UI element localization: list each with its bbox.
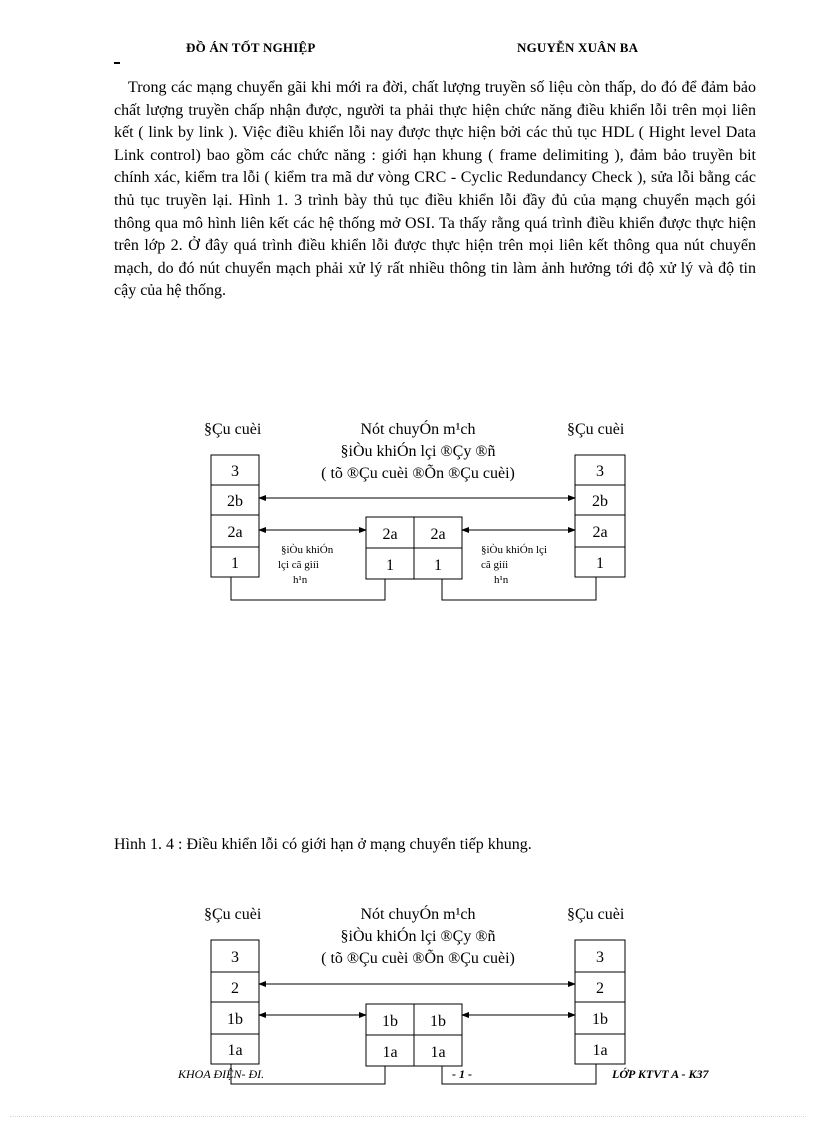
d1-note-left: §iÒu khiÓn bbox=[281, 544, 334, 556]
d1-physical-link-right bbox=[442, 577, 596, 600]
d2-right-layer: 3 bbox=[596, 949, 604, 966]
d1-title-2: §iÒu khiÓn lçi ®Çy ®ñ bbox=[340, 443, 496, 460]
page-number: - 1 - bbox=[452, 1067, 472, 1081]
d1-note-right: cã giíi bbox=[481, 559, 509, 571]
d2-left-layer: 3 bbox=[231, 949, 239, 966]
d2-left-layer: 2 bbox=[231, 980, 239, 997]
d1-physical-link-left bbox=[231, 577, 385, 600]
d1-note-left: h¹n bbox=[293, 574, 308, 586]
d2-right-layer: 1b bbox=[592, 1011, 608, 1028]
footer-left: KHOA ĐIỆN- ĐI. bbox=[178, 1067, 265, 1081]
d2-left-layer: 1b bbox=[227, 1011, 243, 1028]
d1-title-1: Nót chuyÓn m¹ch bbox=[360, 421, 476, 438]
d2-title-3: ( tõ ®Çu cuèi ®Õn ®Çu cuèi) bbox=[321, 950, 515, 967]
d2-title-1: Nót chuyÓn m¹ch bbox=[360, 906, 476, 923]
d1-left-layer: 1 bbox=[231, 555, 239, 572]
d1-right-layer: 2b bbox=[592, 493, 608, 510]
d2-node-layer: 1a bbox=[430, 1044, 446, 1061]
page-bottom-rule bbox=[10, 1116, 806, 1117]
d1-left-layer: 2b bbox=[227, 493, 243, 510]
d1-node-layer: 2a bbox=[382, 526, 398, 543]
header-left: ĐỒ ÁN TỐT NGHIỆP bbox=[186, 40, 316, 55]
d1-end-left: §Çu cuèi bbox=[204, 421, 262, 438]
d1-left-layer: 2a bbox=[227, 524, 243, 541]
d2-node-layer: 1a bbox=[382, 1044, 398, 1061]
d1-right-layer: 1 bbox=[596, 555, 604, 572]
d1-node-layer: 1 bbox=[386, 557, 394, 574]
figure-caption: Hình 1. 4 : Điều khiển lỗi có giới hạn ở mạng chuyển tiếp khung. bbox=[114, 836, 532, 853]
d2-right-layer: 2 bbox=[596, 980, 604, 997]
d1-right-layer: 2a bbox=[592, 524, 608, 541]
d2-end-right: §Çu cuèi bbox=[567, 906, 625, 923]
d1-note-right: h¹n bbox=[494, 574, 509, 586]
paragraph-text: Trong các mạng chuyển gãi khi mới ra đời, chất lượng truyền số liệu còn thấp, do đó để đảm bảo chất lượng truyền chấp nhận được, người ta phải thực hiện chức năng điều khiển lỗi trên mọi liên kết ( link by link ). Việc điều khiển lỗi nay được thực hiện bởi các thủ tục HDL ( Hight level Data Link control) bao gồm các chức năng : giới hạn khung ( frame delimiting ), đảm bảo truyền bit chính xác, kiểm tra lỗi ( kiểm tra mã dư vòng CRC - Cyclic Redundancy Check ), sửa lỗi bằng các thủ tục truyền lại. Hình 1. 3 trình bày thủ tục điều khiển lỗi đầy đủ của mạng chuyển mạch gói thông qua mô hình liên kết các hệ thống mở OSI. Ta thấy rằng quá trình điều khiển được thực hiện trên lớp 2. Ở đây quá trình điều khiển lỗi được thực hiện trên mọi liên kết thông qua nút chuyển mạch, do đó nút chuyển mạch phải xử lý rất nhiều thông tin làm ảnh hưởng tới độ xử lý và độ tin cậy của hệ thống. bbox=[114, 79, 756, 300]
d2-right-layer: 1a bbox=[592, 1042, 608, 1059]
d2-left-layer: 1a bbox=[227, 1042, 243, 1059]
d1-note-left: lçi cã giíi bbox=[278, 559, 319, 571]
footer-right: LỚP KTVT A - K37 bbox=[612, 1067, 709, 1081]
d2-node-layer: 1b bbox=[430, 1013, 446, 1030]
header-right: NGUYỄN XUÂN BA bbox=[517, 40, 639, 55]
d1-end-right: §Çu cuèi bbox=[567, 421, 625, 438]
d1-title-3: ( tõ ®Çu cuèi ®Õn ®Çu cuèi) bbox=[321, 465, 515, 482]
d1-right-layer: 3 bbox=[596, 463, 604, 480]
d1-note-right: §iÒu khiÓn lçi bbox=[481, 544, 547, 556]
d1-node-layer: 1 bbox=[434, 557, 442, 574]
d1-node-layer: 2a bbox=[430, 526, 446, 543]
d2-node-layer: 1b bbox=[382, 1013, 398, 1030]
d1-left-layer: 3 bbox=[231, 463, 239, 480]
d2-title-2: §iÒu khiÓn lçi ®Çy ®ñ bbox=[340, 928, 496, 945]
d2-end-left: §Çu cuèi bbox=[204, 906, 262, 923]
